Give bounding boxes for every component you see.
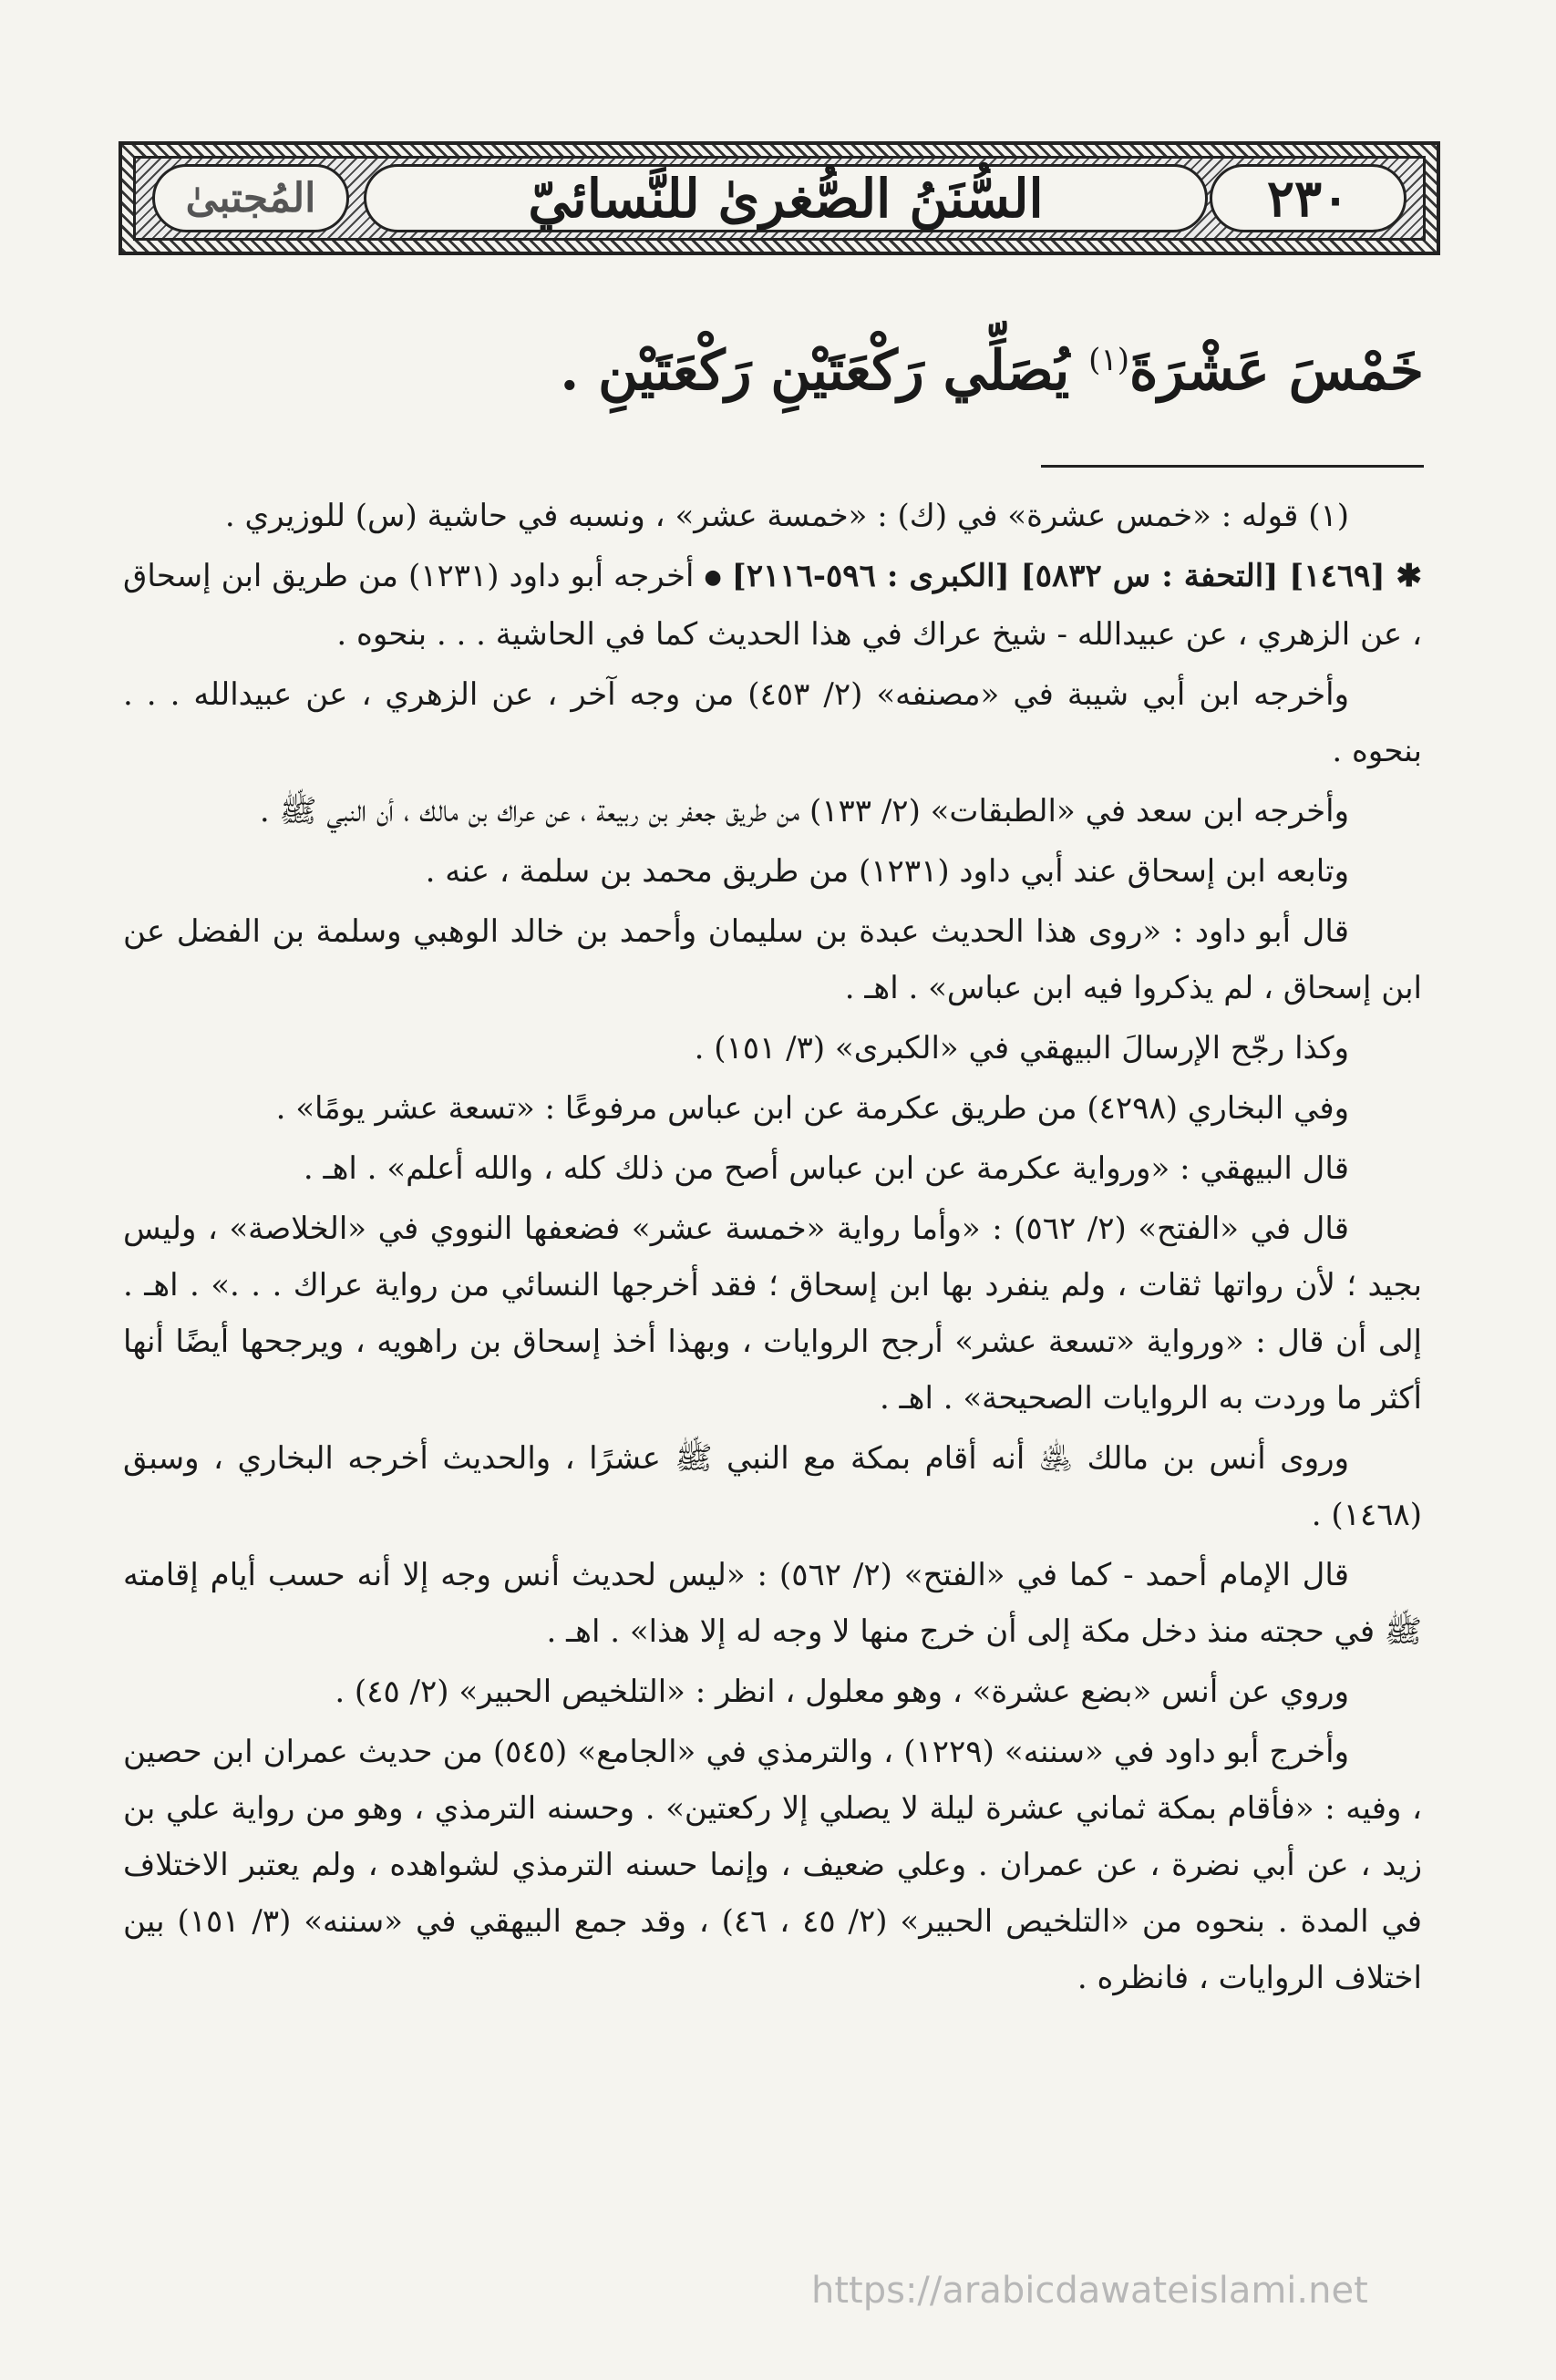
book-short-title: المُجتبىٰ [185, 175, 316, 222]
note-paragraph: قال البيهقي : «ورواية عكرمة عن ابن عباس أصح من ذلك كله ، والله أعلم» . اهـ . [303, 1150, 1349, 1187]
footnote-marker: (١) [1088, 342, 1129, 378]
note-paragraph: وأخرجه ابن أبي شيبة في «مصنفه» (٢/ ٤٥٣) من وجه آخر ، عن الزهري ، عن عبيدالله . . . بنحوه . [123, 676, 1422, 769]
page-number: ٢٣٠ [1266, 168, 1350, 229]
book-title: السُّنَنُ الصُّغرىٰ للنَّسائيّ [528, 167, 1044, 230]
note-paragraph: وأخرج أبو داود في «سننه» (١٢٢٩) ، والترمذي في «الجامع» (٥٤٥) من حديث عمران ابن حصين ، وفيه : «فأقام بمكة ثماني عشرة ليلة لا يصلي إلا ركعتين» . وحسنه الترمذي ، وهو من رواية علي بن زيد ، عن أبي نضرة ، عن عمران . وعلي ضعيف ، وإنما حسنه الترمذي لشواهده ، ولم يعتبر الاختلاف في المدة . بنحوه من «التلخيص الحبير» (٢/ ٤٥ ، ٤٦) ، وقد جمع البيهقي في «سننه» (٣/ ١٥١) بين اختلاف الروايات ، فانظره . [123, 1734, 1423, 1996]
takhrij-reference: [١٤٦٩] [التحفة : س ٥٨٣٢] [الكبرى : ٥٩٦-٢١١٦] [731, 558, 1386, 594]
takhrij-text: أخرجه أبو داود (١٢٣١) من طريق ابن إسحاق ، عن الزهري ، عن عبيدالله - شيخ عراك في هذا الحديث كما في الحاشية . . . بنحوه . [123, 558, 1422, 653]
note-paragraph: قال أبو داود : «روى هذا الحديث عبدة بن سليمان وأحمد بن خالد الوهبي وسلمة بن الفضل عن ابن إسحاق ، لم يذكروا فيه ابن عباس» . اهـ . [123, 913, 1422, 1006]
note-paragraph: وأخرجه ابن سعد في «الطبقات» (٢/ ١٣٣) من طريق جعفر بن ربيعة ، عن عراك بن مالك ، أن النبي ﷺ . [259, 793, 1349, 829]
bullet-dot: ● [704, 566, 722, 589]
note-paragraph: وروي عن أنس «بضع عشرة» ، وهو معلول ، انظر : «التلخيص الحبير» (٢/ ٤٥) . [335, 1674, 1349, 1710]
hadith-text [129, 314, 1424, 417]
note-paragraph: وفي البخاري (٤٢٩٨) من طريق عكرمة عن ابن عباس مرفوعًا : «تسعة عشر يومًا» . [275, 1090, 1349, 1127]
note-paragraph: وروى أنس بن مالك ﵁ أنه أقام بمكة مع النبي ﷺ عشرًا ، والحديث أخرجه البخاري ، وسبق (١٤٦٨) . [123, 1440, 1422, 1533]
footnotes [123, 488, 1422, 2010]
note-paragraph: قال في «الفتح» (٢/ ٥٦٢) : «وأما رواية «خمسة عشر» فضعفها النووي في «الخلاصة» ، وليس بجيد ؛ لأن رواتها ثقات ، ولم ينفرد بها ابن إسحاق ؛ فقد أخرجها النسائي من رواية عراك . . .» . اهـ . إلى أن قال : «ورواية «تسعة عشر» أرجح الروايات ، وبهذا أخذ إسحاق بن راهويه ، ويرجحها أيضًا أنها أكثر ما وردت به الروايات الصحيحة» . اهـ . [123, 1211, 1422, 1417]
page-number-cartouche [1210, 164, 1407, 232]
takhrij-entry [123, 548, 1422, 663]
note-paragraph: وتابعه ابن إسحاق عند أبي داود (١٢٣١) من طريق محمد بن سلمة ، عنه . [425, 853, 1349, 890]
star-marker: ✱ [1385, 558, 1423, 594]
note-paragraph: قال الإمام أحمد - كما في «الفتح» (٢/ ٥٦٢) : «ليس لحديث أنس وجه إلا أنه حسب أيام إقامته ﷺ في حجته منذ دخل مكة إلى أن خرج منها لا وجه له إلا هذا» . اهـ . [123, 1557, 1422, 1650]
book-title-cartouche [364, 164, 1208, 232]
note-paragraph: وكذا رجّح الإرسالَ البيهقي في «الكبرى» (٣/ ١٥١) . [694, 1030, 1349, 1066]
hadith-text-end: يُصَلِّي رَكْعَتَيْنِ رَكْعَتَيْنِ . [560, 339, 1089, 403]
footnote-1: (١) قوله : «خمس عشرة» في (ك) : «خمسة عشر» ، ونسبه في حاشية (س) للوزيري . [224, 498, 1349, 534]
watermark-url: https://arabicdawateislami.net [811, 2270, 1368, 2312]
footnote-separator [1041, 465, 1424, 468]
header-frame [133, 156, 1426, 241]
hadith-text-start: خَمْسَ عَشْرَةَ [1128, 339, 1424, 403]
book-short-title-cartouche [152, 164, 349, 232]
page-header-ornament [119, 141, 1440, 255]
